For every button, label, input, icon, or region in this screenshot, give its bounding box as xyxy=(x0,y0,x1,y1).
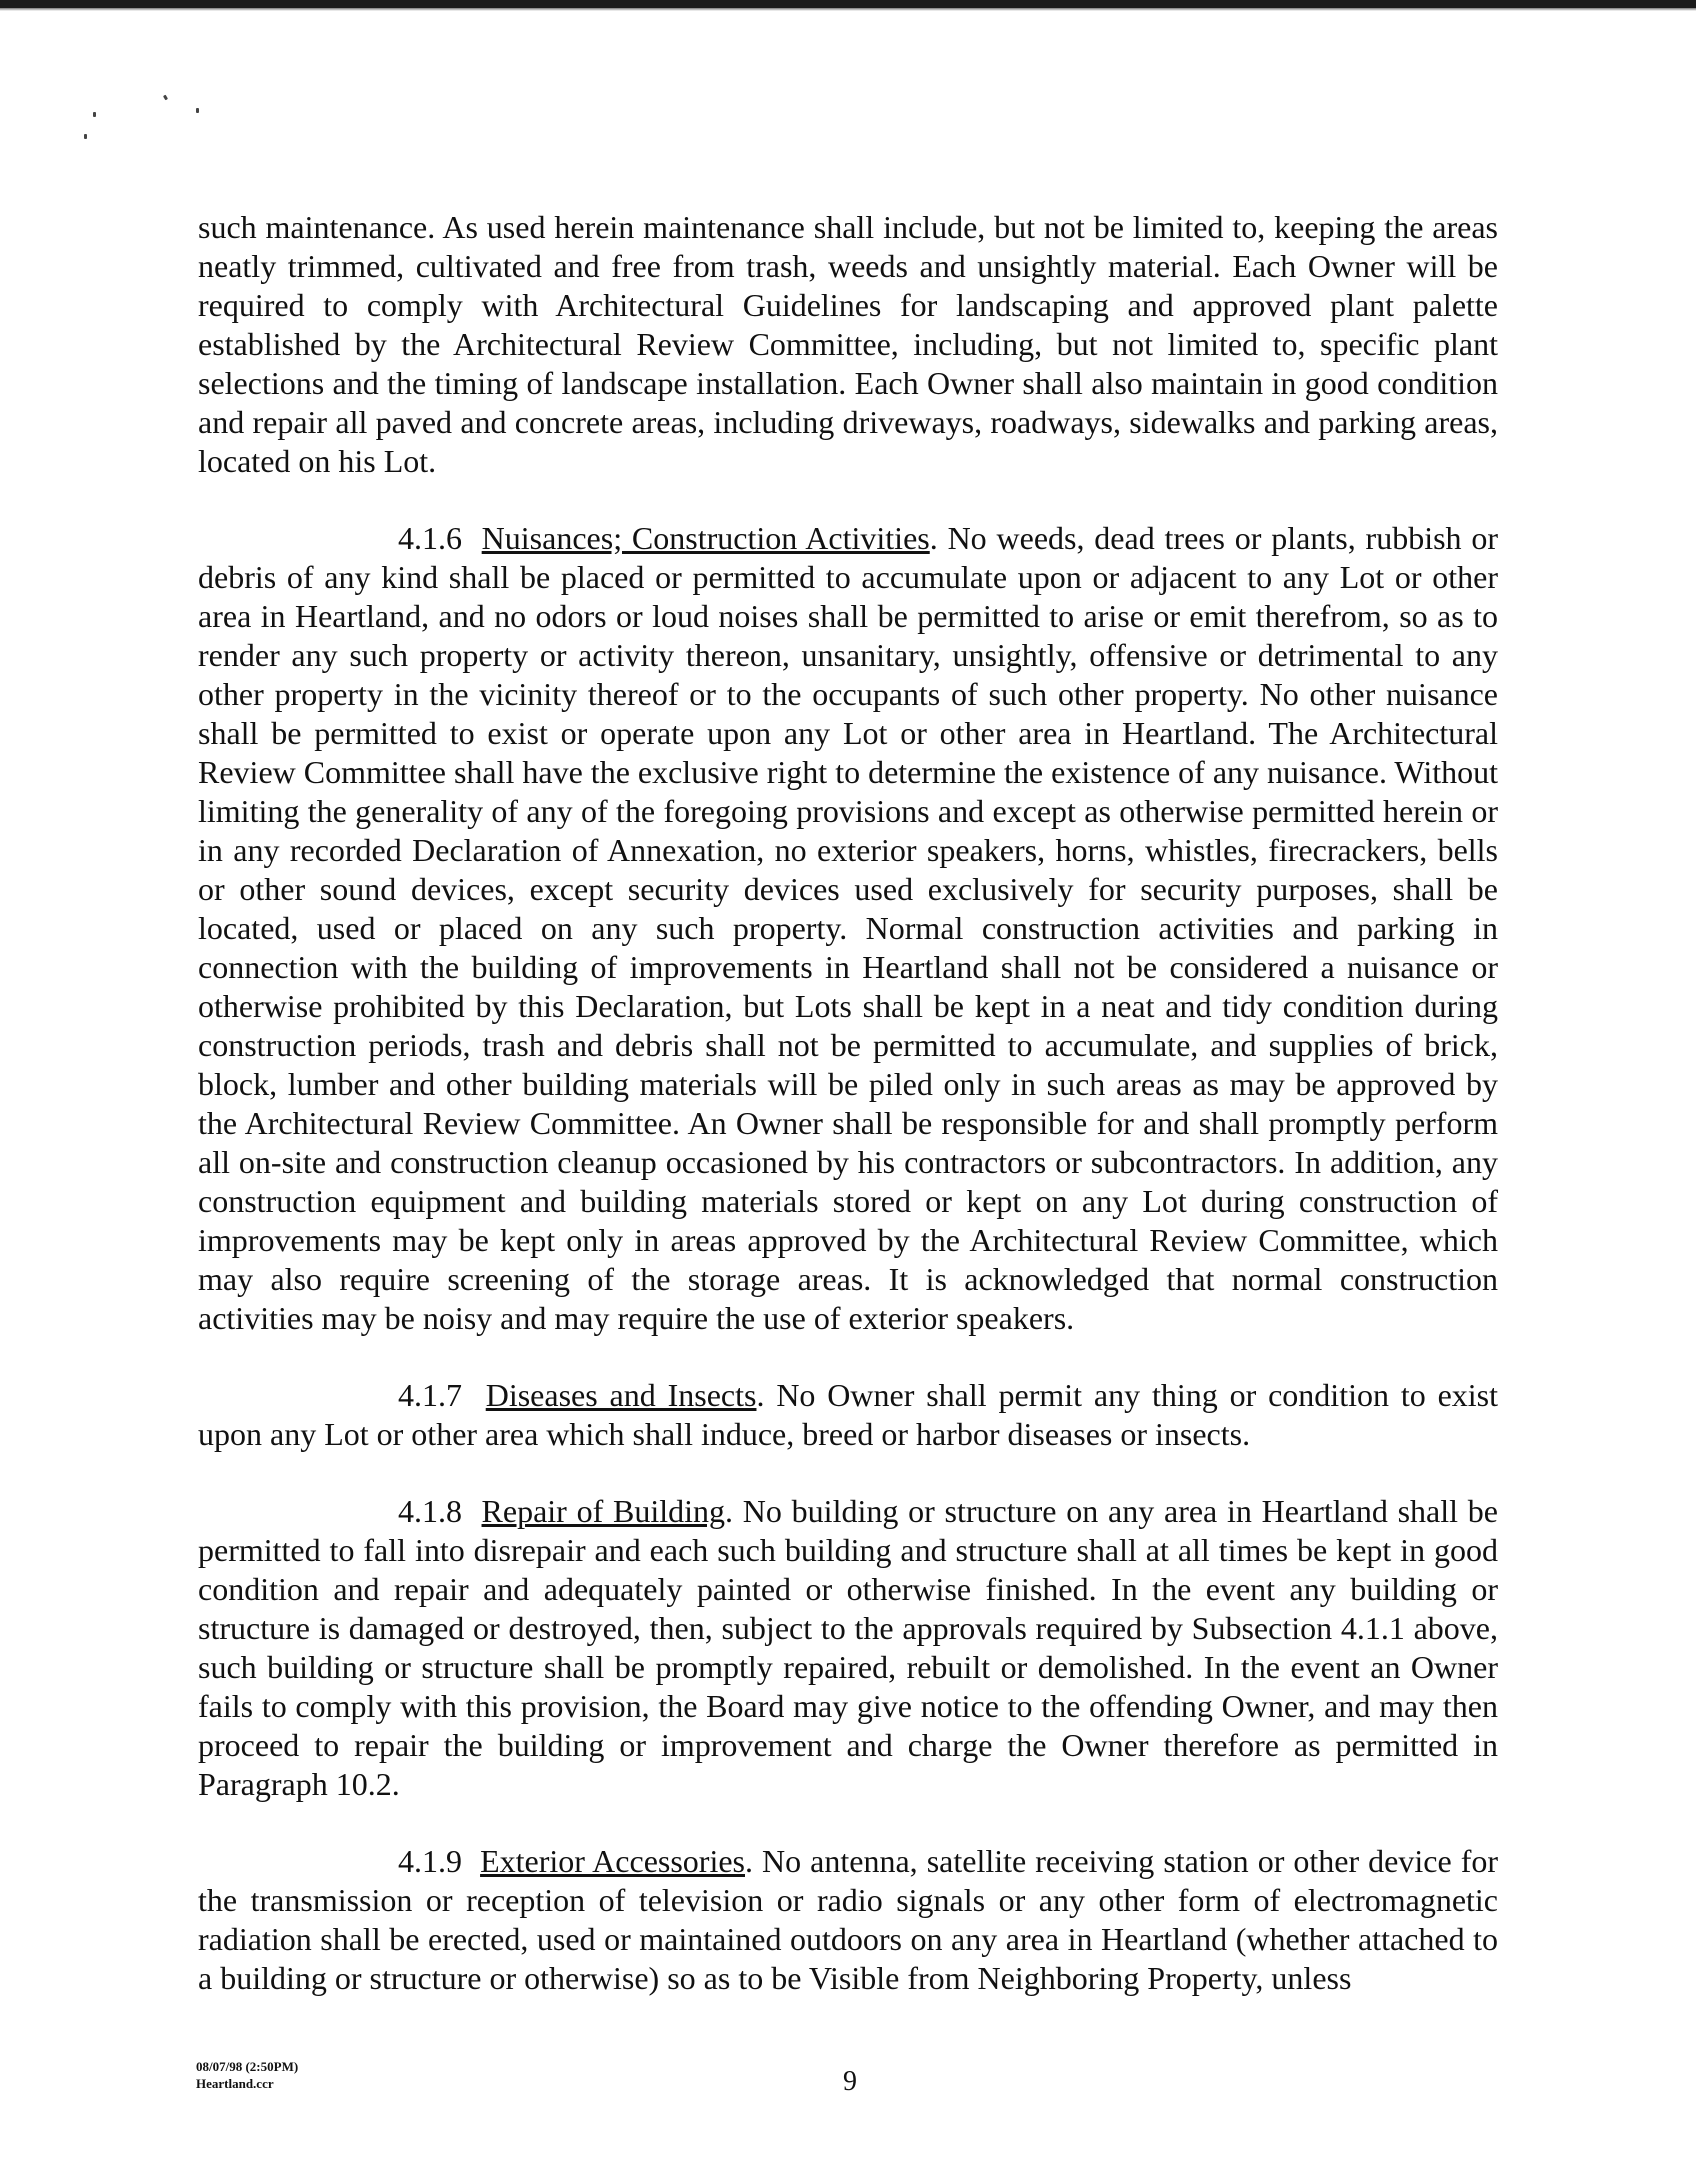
page-number: 9 xyxy=(843,2066,857,2097)
scan-artifact-mark xyxy=(163,95,168,101)
section-heading: Repair of Building xyxy=(481,1493,726,1529)
section-4-1-7 xyxy=(198,1376,1498,1454)
section-4-1-8 xyxy=(198,1492,1498,1804)
document-body xyxy=(198,208,1498,2036)
scan-artifact-mark xyxy=(84,134,87,139)
scan-artifact-mark xyxy=(93,112,96,117)
scan-top-border xyxy=(0,0,1696,8)
section-text: . No antenna, satellite receiving station or other device for the transmission or reception of television or radio signals or any other form of electromagnetic radiation shall be erected, used or maintained outdoors on any area in Heartland (whether attached to a building or structure or otherwise) so as to be Visible from Neighboring Property, unless xyxy=(198,1843,1498,1996)
footer-date: 08/07/98 (2:50PM) xyxy=(196,2059,299,2074)
section-text: . No weeds, dead trees or plants, rubbish or debris of any kind shall be placed or permitted to accumulate upon or adjacent to any Lot or other area in Heartland, and no odors or loud noises shall be permitted to arise or emit therefrom, so as to render any such property or activity thereon, unsanitary, unsightly, offensive or detrimental to any other property in the vicinity thereof or to the occupants of such other property. No other nuisance shall be permitted to exist or operate upon any Lot or other area in Heartland. The Architectural Review Committee shall have the exclusive right to determine the existence of any nuisance. Without limiting the generality of any of the foregoing provisions and except as otherwise permitted herein or in any recorded Declaration of Annexation, no exterior speakers, horns, whistles, firecrackers, bells or other sound devices, except security devices used exclusively for security purposes, shall be located, used or placed on any such property. Normal construction activities and parking in connection with the building of improvements in Heartland shall not be considered a nuisance or otherwise prohibited by this Declaration, but Lots shall be kept in a neat and tidy condition during construction periods, trash and debris shall not be permitted to accumulate, and supplies of brick, block, lumber and other building materials will be piled only in such areas as may be approved by the Architectural Review Committee. An Owner shall be responsible for and shall promptly perform all on-site and construction cleanup occasioned by his contractors or subcontractors. In addition, any construction equipment and building materials stored or kept on any Lot during construction of improvements may be kept only in areas approved by the Architectural Review Committee, which may also require screening of the storage areas. It is acknowledged that normal construction activities may be noisy and may require the use of exterior speakers. xyxy=(198,520,1499,1336)
footer-file-info xyxy=(196,2058,298,2092)
section-text: . No building or structure on any area in Heartland shall be permitted to fall into disrepair and each such building and structure shall at all times be kept in good condition and repair and adequately painted or otherwise finished. In the event any building or structure is damaged or destroyed, then, subject to the approvals required by Subsection 4.1.1 above, such building or structure shall be promptly repaired, rebuilt or demolished. In the event an Owner fails to comply with this provision, the Board may give notice to the offending Owner, and may then proceed to repair the building or improvement and charge the Owner therefore as permitted in Paragraph 10.2. xyxy=(198,1493,1498,1802)
section-4-1-9 xyxy=(198,1842,1498,1998)
paragraph-text: such maintenance. As used herein maintenance shall include, but not be limited to, keeping the areas neatly trimmed, cultivated and free from trash, weeds and unsightly material. Each Owner will be required to comply with Architectural Guidelines for landscaping and approved plant palette established by the Architectural Review Committee, including, but not limited to, specific plant selections and the timing of landscape installation. Each Owner shall also maintain in good condition and repair all paved and concrete areas, including driveways, roadways, sidewalks and parking areas, located on his Lot. xyxy=(198,209,1498,479)
section-number: 4.1.9 xyxy=(398,1843,462,1879)
scan-artifact-mark xyxy=(196,108,199,113)
section-heading: Exterior Accessories xyxy=(480,1843,745,1879)
section-4-1-6 xyxy=(198,519,1498,1338)
footer-filename: Heartland.ccr xyxy=(196,2076,274,2091)
section-number: 4.1.6 xyxy=(398,520,462,556)
section-heading: Diseases and Insects xyxy=(485,1377,757,1413)
scan-top-border-shadow xyxy=(0,8,1696,11)
section-text: . No Owner shall permit any thing or condition to exist upon any Lot or other area which shall induce, breed or harbor diseases or insects. xyxy=(198,1377,1499,1452)
section-number: 4.1.7 xyxy=(398,1377,462,1413)
section-heading: Nuisances; Construction Activities xyxy=(481,520,930,556)
paragraph-continuation xyxy=(198,208,1498,481)
section-number: 4.1.8 xyxy=(398,1493,462,1529)
